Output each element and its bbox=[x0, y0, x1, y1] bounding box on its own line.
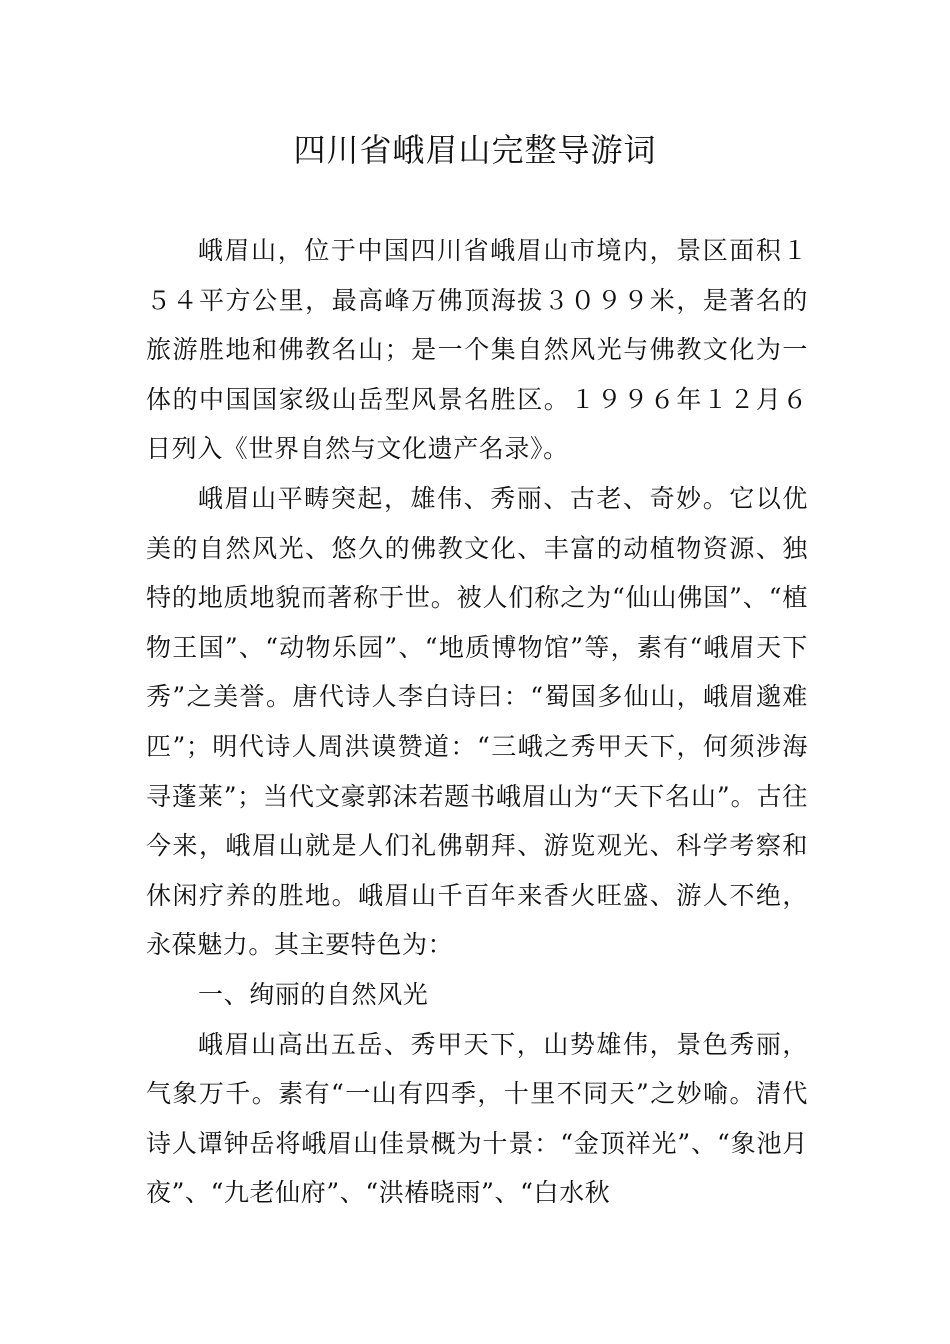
document-body bbox=[146, 226, 808, 1218]
paragraph-scenery: 峨眉山高出五岳、秀甲天下，山势雄伟，景色秀丽，气象万千。素有“一山有四季，十里不同天”之妙喻。清代诗人谭钟岳将峨眉山佳景概为十景：“金顶祥光”、“象池月夜”、“九老仙府”、“洪椿晓雨”、“白水秋 bbox=[146, 1029, 808, 1208]
document-title: 四川省峨眉山完整导游词 bbox=[293, 131, 657, 169]
paragraph-intro: 峨眉山，位于中国四川省峨眉山市境内，景区面积１５４平方公里，最高峰万佛顶海拔３０９９米，是著名的旅游胜地和佛教名山；是一个集自然风光与佛教文化为一体的中国国家级山岳型风景名胜区。１９９６年１２月６日列入《世界自然与文化遗产名录》。 bbox=[146, 236, 808, 464]
section-heading: 一、绚丽的自然风光 bbox=[198, 979, 429, 1009]
paragraph-features: 峨眉山平畴突起，雄伟、秀丽、古老、奇妙。它以优美的自然风光、悠久的佛教文化、丰富的动植物资源、独特的地质地貌而著称于世。被人们称之为“仙山佛国”、“植物王国”、“动物乐园”、“地质博物馆”等，素有“峨眉天下秀”之美誉。唐代诗人李白诗曰：“蜀国多仙山，峨眉邈难匹”；明代诗人周洪谟赞道：“三峨之秀甲天下，何须涉海寻蓬莱”；当代文豪郭沫若题书峨眉山为“天下名山”。古往今来，峨眉山就是人们礼佛朝拜、游览观光、科学考察和休闲疗养的胜地。峨眉山千百年来香火旺盛、游人不绝，永葆魅力。其主要特色为： bbox=[146, 483, 808, 960]
